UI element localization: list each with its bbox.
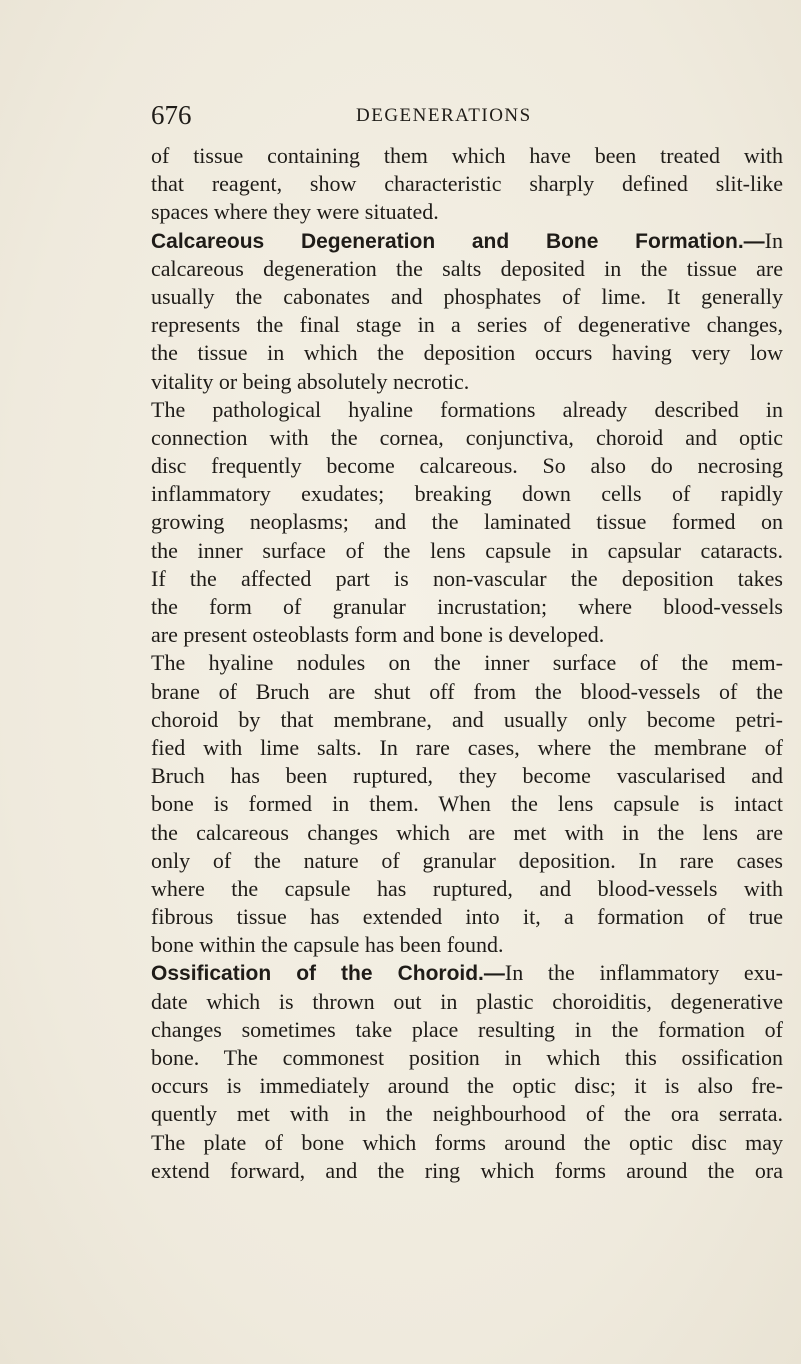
text-line: spaces where they were situated. [151,199,439,225]
text-line: connection with the cornea, conjunctiva, choroid and optic [151,424,783,450]
text-line: choroid by that membrane, and usually only become petri- [151,706,783,732]
running-head [151,98,783,132]
text-fragment: In the inflammatory exu- [504,960,783,986]
section-heading-ossification: Ossification of the Choroid.— [151,962,505,986]
section-heading-line [151,959,783,987]
text-line: are present osteoblasts form and bone is developed. [151,622,605,648]
text-line: inflammatory exudates; breaking down cells of rapidly [151,481,783,507]
text-line: the tissue in which the deposition occurs having very low [151,340,783,366]
text-line: fied with lime salts. In rare cases, where the membrane of [151,734,783,760]
text-line: The pathological hyaline formations already described in [151,396,783,422]
text-line: The hyaline nodules on the inner surface of the mem- [151,650,783,676]
running-title: DEGENERATIONS [356,105,532,126]
text-line: of tissue containing them which have been treated with [151,143,783,168]
text-line: where the capsule has ruptured, and blood-vessels with [151,875,783,901]
text-line: date which is thrown out in plastic choroiditis, degenerative [151,988,783,1014]
text-line: Bruch has been ruptured, they become vascularised and [151,763,783,789]
text-fragment: In [764,227,783,253]
body-text [151,142,783,1185]
text-line: growing neoplasms; and the laminated tissue formed on [151,509,783,535]
text-line: that reagent, show characteristic sharply defined slit-like [151,171,783,197]
text-line: bone is formed in them. When the lens capsule is intact [151,791,783,817]
text-line: changes sometimes take place resulting in the formation of [151,1016,783,1042]
text-line: occurs is immediately around the optic disc; it is also fre- [151,1073,783,1099]
text-line: only of the nature of granular deposition. In rare cases [151,847,783,873]
text-line: quently met with in the neighbourhood of the ora serrata. [151,1101,783,1127]
text-line: disc frequently become calcareous. So also do necrosing [151,453,783,479]
text-line: calcareous degeneration the salts deposited in the tissue are [151,255,783,281]
text-line: the calcareous changes which are met with in the lens are [151,819,783,845]
text-line: The plate of bone which forms around the optic disc may [151,1129,783,1155]
text-line: extend forward, and the ring which forms around the ora [151,1157,783,1183]
section-heading-line [151,227,783,255]
text-line: represents the final stage in a series of degenerative changes, [151,312,783,338]
text-line: fibrous tissue has extended into it, a formation of true [151,904,783,930]
text-line: bone. The commonest position in which this ossification [151,1045,783,1070]
section-heading-calcareous: Calcareous Degeneration and Bone Formation.— [151,229,765,253]
text-line: brane of Bruch are shut off from the blood-vessels of the [151,678,783,704]
text-line: vitality or being absolutely necrotic. [151,368,470,394]
page-number: 676 [151,100,192,130]
text-line: usually the cabonates and phosphates of lime. It generally [151,283,783,309]
text-line: bone within the capsule has been found. [151,932,504,958]
text-line: the inner surface of the lens capsule in capsular cataracts. [151,537,783,563]
text-line: the form of granular incrustation; where blood-vessels [151,594,783,619]
text-line: If the affected part is non-vascular the deposition takes [151,565,783,591]
